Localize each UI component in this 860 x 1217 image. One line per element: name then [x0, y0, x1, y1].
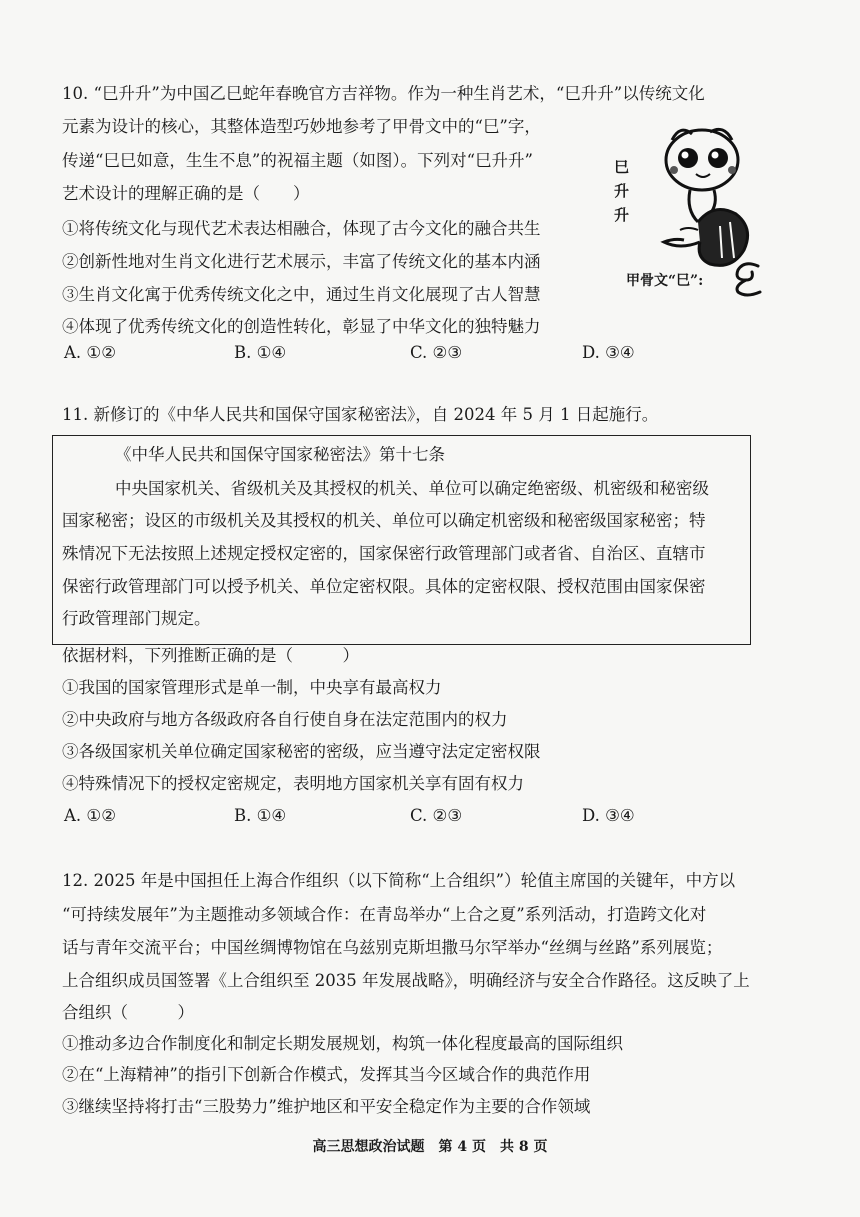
- law-excerpt-line: 殊情况下无法按照上述规定授权定密的，国家保密行政管理部门或者省、自治区、直辖市: [62, 544, 706, 563]
- law-excerpt-line: 国家秘密；设区的市级机关及其授权的机关、单位可以确定机密级和秘密级国家秘密；特: [62, 511, 706, 530]
- q11-option-b: B. ①④: [234, 806, 287, 825]
- law-excerpt-line: 行政管理部门规定。: [62, 609, 211, 628]
- q11-prompt: 依据材料，下列推断正确的是（ ）: [62, 646, 359, 665]
- oracle-bone-si-glyph: [728, 258, 768, 298]
- law-excerpt-title: 《中华人民共和国保守国家秘密法》第十七条: [115, 445, 445, 464]
- q10-stem-line: 元素为设计的核心，其整体造型巧妙地参考了甲骨文中的“巳”字，: [62, 117, 541, 136]
- q10-option-c: C. ②③: [410, 343, 463, 362]
- page-footer: 高三思想政治试题 第 4 页 共 8 页: [312, 1139, 548, 1155]
- law-excerpt-line: 中央国家机关、省级机关及其授权的机关、单位可以确定绝密级、机密级和秘密级: [115, 479, 709, 498]
- vertical-label-char: 巳: [614, 158, 630, 176]
- q11-option-a: A. ①②: [64, 806, 116, 825]
- q11-statement: ①我国的国家管理形式是单一制，中央享有最高权力: [62, 678, 442, 697]
- vertical-label-char: 升: [614, 206, 630, 224]
- q10-statement: ①将传统文化与现代艺术表达相融合，体现了古今文化的融合共生: [62, 219, 541, 238]
- q12-stem-line: 合组织（ ）: [62, 1003, 194, 1022]
- q11-statement: ②中央政府与地方各级政府各自行使自身在法定范围内的权力: [62, 710, 508, 729]
- q12-stem-line: 上合组织成员国签署《上合组织至 2035 年发展战略》，明确经济与安全合作路径。这反映了上: [62, 971, 750, 990]
- q11-option-c: C. ②③: [410, 806, 463, 825]
- q11-stem: 11. 新修订的《中华人民共和国保守国家秘密法》，自 2024 年 5 月 1 日起施行。: [62, 405, 659, 424]
- q12-statement: ③继续坚持将打击“三股势力”维护地区和平安全稳定作为主要的合作领域: [62, 1097, 591, 1116]
- law-excerpt-line: 保密行政管理部门可以授予机关、单位定密权限。具体的定密权限、授权范围由国家保密: [62, 577, 706, 596]
- q10-option-a: A. ①②: [64, 343, 116, 362]
- law-excerpt-box: [52, 435, 751, 645]
- q10-stem-line: 10. “巳升升”为中国乙巳蛇年春晚官方吉祥物。作为一种生肖艺术，“巳升升”以传统文化: [62, 84, 705, 103]
- q12-statement: ②在“上海精神”的指引下创新合作模式，发挥其当今区域合作的典范作用: [62, 1065, 591, 1084]
- snake-mascot-image: [640, 118, 770, 278]
- q11-option-d: D. ③④: [582, 806, 635, 825]
- q11-statement: ④特殊情况下的授权定密规定，表明地方国家机关享有固有权力: [62, 774, 524, 793]
- q11-statement: ③各级国家机关单位确定国家秘密的密级，应当遵守法定定密权限: [62, 742, 541, 761]
- q12-stem-line: 12. 2025 年是中国担任上海合作组织（以下简称“上合组织”）轮值主席国的关键年，中方以: [62, 871, 736, 890]
- q10-option-d: D. ③④: [582, 343, 635, 362]
- q10-statement: ②创新性地对生肖文化进行艺术展示，丰富了传统文化的基本内涵: [62, 252, 541, 271]
- q12-stem-line: “可持续发展年”为主题推动多领域合作：在青岛举办“上合之夏”系列活动，打造跨文化对: [62, 905, 707, 924]
- q12-statement: ①推动多边合作制度化和制定长期发展规划，构筑一体化程度最高的国际组织: [62, 1034, 623, 1053]
- vertical-label-char: 升: [614, 182, 630, 200]
- q10-stem-line: 传递“巳巳如意，生生不息”的祝福主题（如图）。下列对“巳升升”: [62, 151, 533, 170]
- q10-stem-line: 艺术设计的理解正确的是（ ）: [62, 184, 310, 203]
- oracle-bone-label: 甲骨文“巳”:: [626, 273, 704, 289]
- q12-stem-line: 话与青年交流平台；中国丝绸博物馆在乌兹别克斯坦撒马尔罕举办“丝绸与丝路”系列展览；: [62, 938, 723, 957]
- q10-statement: ③生肖文化寓于优秀传统文化之中，通过生肖文化展现了古人智慧: [62, 285, 541, 304]
- q10-option-b: B. ①④: [234, 343, 287, 362]
- q10-statement: ④体现了优秀传统文化的创造性转化，彰显了中华文化的独特魅力: [62, 317, 541, 336]
